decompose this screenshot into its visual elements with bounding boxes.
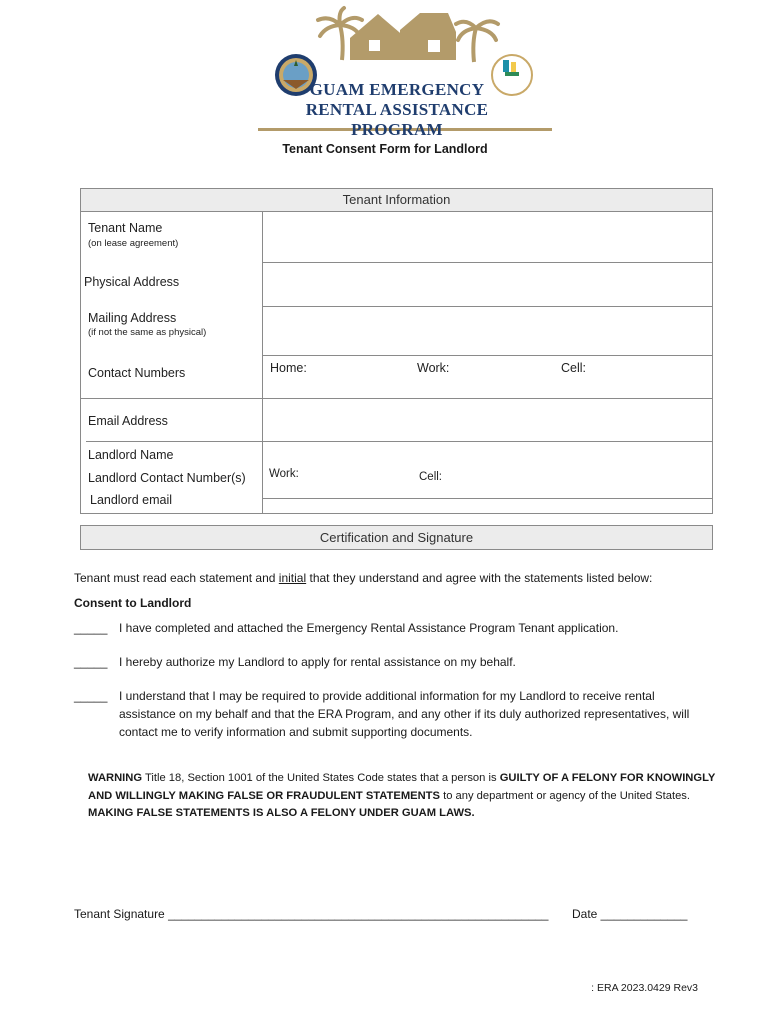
statement-1: I have completed and attached the Emergency Rental Assistance Program Tenant application. bbox=[119, 621, 619, 635]
tenant-name-label: Tenant Name bbox=[88, 221, 163, 235]
home-phone-label: Home: bbox=[270, 361, 307, 375]
work-phone-label: Work: bbox=[417, 361, 450, 375]
mailing-address-sublabel: (if not the same as physical) bbox=[88, 327, 207, 338]
cell-phone-label: Cell: bbox=[561, 361, 587, 375]
landlord-email-field[interactable] bbox=[263, 499, 712, 513]
mailing-address-field[interactable] bbox=[263, 307, 712, 355]
mailing-address-label: Mailing Address bbox=[88, 311, 177, 325]
statement-3-line-1: I understand that I may be required to provide additional information for my Landlord to receive rental bbox=[119, 689, 655, 703]
initial-blank-1[interactable]: _____ bbox=[74, 621, 108, 635]
landlord-name-label: Landlord Name bbox=[88, 448, 174, 462]
landlord-info-field[interactable] bbox=[263, 442, 712, 498]
tenant-signature-line[interactable]: Tenant Signature _________________________________________________________ bbox=[74, 907, 549, 921]
instructions-text: Tenant must read each statement and initial that they understand and agree with the statements listed below: bbox=[74, 571, 653, 585]
form-title: Tenant Consent Form for Landlord bbox=[282, 142, 488, 156]
felony-warning: WARNING Title 18, Section 1001 of the United States Code states that a person is GUILTY OF A FELONY FOR KNOWINGLY AND WILLINGLY MAKING FALSE OR FRAUDULENT STATEMENTS to any department or agency of the United States. MAKING FALSE STATEMENTS IS ALSO A FELONY UNDER GUAM LAWS. bbox=[88, 772, 716, 819]
landlord-cell-label: Cell: bbox=[419, 471, 443, 483]
consent-heading: Consent to Landlord bbox=[74, 596, 192, 610]
initial-blank-3[interactable]: _____ bbox=[74, 689, 108, 703]
physical-address-field[interactable] bbox=[263, 263, 712, 306]
statement-2: I hereby authorize my Landlord to apply for rental assistance on my behalf. bbox=[119, 655, 516, 669]
email-address-label: Email Address bbox=[88, 414, 168, 428]
contact-numbers-field[interactable] bbox=[263, 356, 712, 398]
physical-address-label: Physical Address bbox=[84, 275, 180, 289]
landlord-work-label: Work: bbox=[269, 468, 299, 480]
tenant-info-header: Tenant Information bbox=[80, 188, 713, 212]
certification-header: Certification and Signature bbox=[80, 525, 713, 550]
tenant-name-sublabel: (on lease agreement) bbox=[88, 238, 179, 249]
landlord-email-label: Landlord email bbox=[90, 493, 172, 507]
landlord-contact-label: Landlord Contact Number(s) bbox=[88, 471, 246, 485]
statement-3-line-2: assistance on my behalf and that the ERA Program, and any other if its duly authorized representatives, will bbox=[119, 707, 690, 721]
date-line[interactable]: Date _____________ bbox=[572, 907, 688, 921]
email-address-field[interactable] bbox=[263, 399, 712, 441]
program-name-line1: GUAM EMERGENCY bbox=[309, 80, 485, 99]
statement-3-line-3: contact me to verify information and submit supporting documents. bbox=[119, 725, 473, 739]
initial-blank-2[interactable]: _____ bbox=[74, 655, 108, 669]
tenant-name-field[interactable] bbox=[263, 212, 712, 262]
form-revision: : ERA 2023.0429 Rev3 bbox=[591, 982, 698, 994]
contact-numbers-label: Contact Numbers bbox=[88, 366, 186, 380]
house-logo-icon bbox=[318, 8, 498, 62]
program-name-line2: RENTAL ASSISTANCE PROGRAM bbox=[305, 100, 489, 139]
